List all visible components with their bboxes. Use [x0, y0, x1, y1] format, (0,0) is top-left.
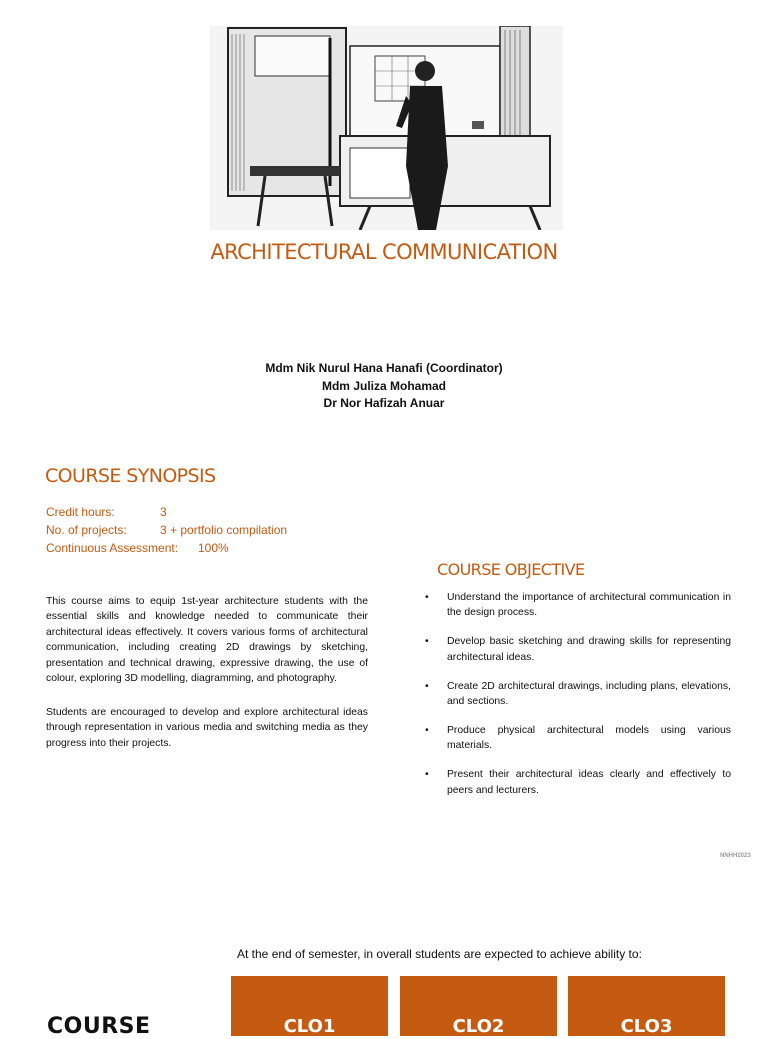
clo-box — [568, 976, 725, 1036]
drafting-engraving-image — [210, 26, 563, 230]
meta-value: 3 + portfolio compilation — [160, 523, 288, 537]
lecturer-name: Dr Nor Hafizah Anuar — [323, 396, 445, 410]
objective-text: Develop basic sketching and drawing skills for representing architectural ideas. — [447, 636, 731, 663]
watermark: NNHH2023 — [720, 853, 751, 859]
objective-list — [425, 590, 731, 812]
clo-box — [400, 976, 557, 1036]
objective-text: Understand the importance of architectural communication in the design process. — [447, 592, 731, 619]
synopsis-heading: COURSE SYNOPSIS — [45, 465, 216, 487]
synopsis-paragraph: This course aims to equip 1st-year architecture students with the essential skills and knowledge needed to communicate their architectural ideas effectively. It covers various forms of architectural communication, including creating 2D drawings by sketching, presentation and technical drawing, expressive drawing, the use of colour, exploring 3D modelling, diagramming, and photography. — [46, 596, 368, 685]
meta-label: No. of projects: — [46, 523, 127, 537]
projects-row — [46, 521, 287, 539]
synopsis-meta — [46, 503, 287, 557]
lecturer-name: Mdm Nik Nurul Hana Hanafi (Coordinator) — [265, 361, 503, 375]
meta-value: 3 — [160, 505, 167, 519]
meta-label: Credit hours: — [46, 505, 115, 519]
clo-box — [231, 976, 388, 1036]
meta-label: Continuous Assessment: — [46, 541, 179, 555]
objective-text: Present their architectural ideas clearly and effectively to peers and lecturers. — [447, 769, 731, 796]
synopsis-paragraph: Students are encouraged to develop and explore architectural ideas through representation in various media and switching media as they progress into their projects. — [46, 707, 368, 749]
objective-heading: COURSE OBJECTIVE — [437, 560, 585, 579]
header-illustration — [210, 26, 563, 230]
clo-label: CLO2 — [452, 1016, 505, 1037]
outcome-intro: At the end of semester, in overall students are expected to achieve ability to: — [237, 947, 642, 961]
meta-value: 100% — [198, 541, 229, 555]
bullet-icon: • — [425, 724, 429, 736]
objective-item — [425, 679, 731, 710]
bullet-icon: • — [425, 636, 429, 648]
lecturer-name: Mdm Juliza Mohamad — [321, 378, 446, 393]
assessment-row — [46, 539, 287, 557]
objective-item — [425, 634, 731, 665]
bullet-icon: • — [425, 680, 429, 692]
objective-item — [425, 590, 731, 621]
bullet-icon: • — [425, 592, 429, 603]
objective-item — [425, 723, 731, 754]
clo-label: CLO3 — [620, 1016, 673, 1037]
bullet-icon: • — [425, 769, 429, 781]
clo-label: CLO1 — [283, 1016, 336, 1037]
credit-hours-row — [46, 503, 287, 521]
lecturer-list — [0, 360, 768, 413]
objective-item — [425, 767, 731, 798]
outcomes-heading: COURSE — [47, 1014, 151, 1039]
objective-text: Produce physical architectural models using various materials. — [447, 724, 731, 752]
objective-text: Create 2D architectural drawings, including plans, elevations, and sections. — [447, 680, 731, 708]
course-title: ARCHITECTURAL COMMUNICATION — [210, 240, 558, 264]
